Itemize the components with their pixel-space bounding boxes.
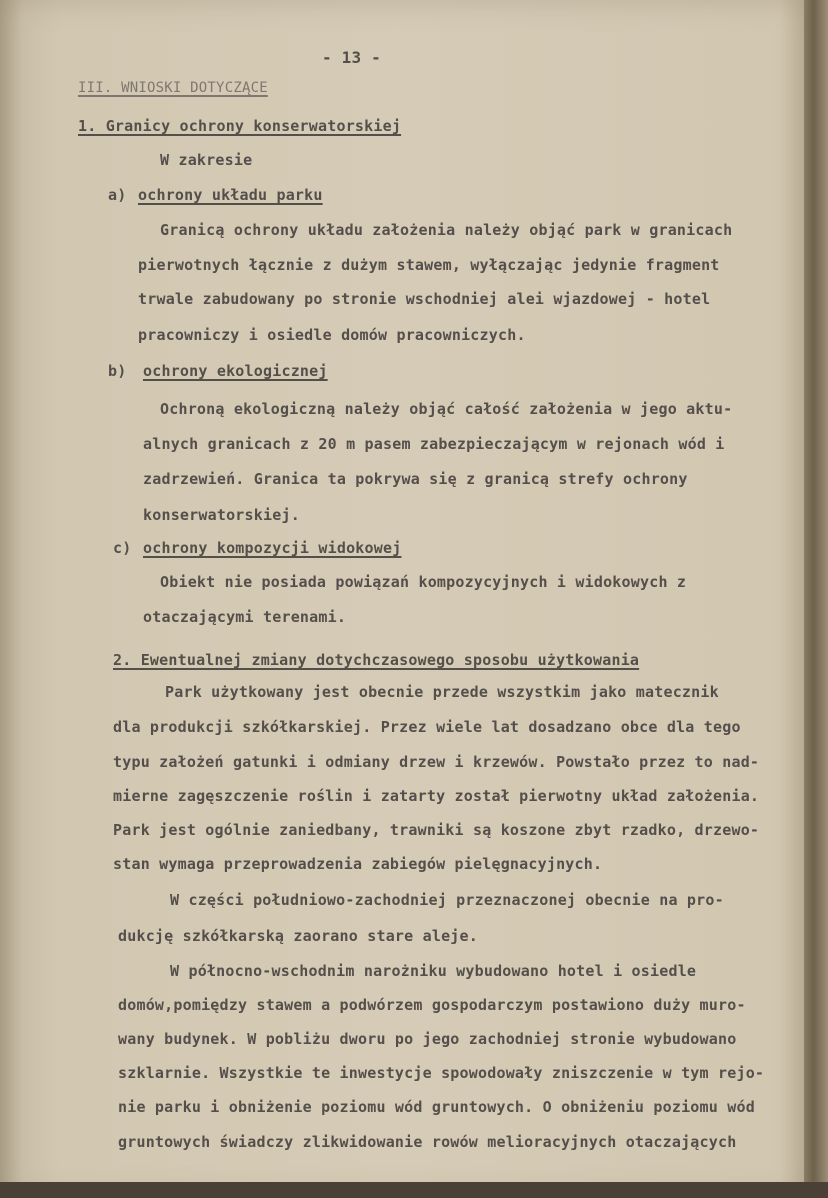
paragraph-line: domów,pomiędzy stawem a podwórzem gospodarczym postawiono duży muro- [118,996,746,1014]
item-c-heading: ochrony kompozycji widokowej [143,539,402,557]
item-a-heading: ochrony układu parku [138,186,323,204]
item-a-line: pierwotnych łącznie z dużym stawem, wyłączając jedynie fragment [138,256,720,274]
item-b-marker: b) [108,362,127,380]
paragraph-line: W północno-wschodnim narożniku wybudowano hotel i osiedle [170,962,697,980]
paragraph-line: typu założeń gatunki i odmiany drzew i krzewów. Powstało przez to nad- [113,753,760,771]
subsection-1-heading: 1. Granicy ochrony konserwatorskiej [78,117,402,135]
paragraph-line: Park użytkowany jest obecnie przede wszystkim jako matecznik [165,683,719,701]
item-a-line: pracowniczy i osiedle domów pracowniczych. [138,326,526,344]
paragraph-line: dukcję szkółkarską zaorano stare aleje. [118,927,478,945]
paragraph-line: nie parku i obniżenie poziomu wód gruntowych. O obniżeniu poziomu wód [118,1098,755,1116]
item-a-marker: a) [108,186,127,204]
subsection-2-heading: 2. Ewentualnej zmiany dotychczasowego sposobu użytkowania [113,651,640,669]
intro-text: W zakresie [160,151,253,169]
paragraph-line: stan wymaga przeprowadzenia zabiegów pielęgnacyjnych. [113,855,603,873]
paragraph-line: W części południowo-zachodniej przeznaczonej obecnie na pro- [170,891,724,909]
item-a-line: trwale zabudowany po stronie wschodniej alei wjazdowej - hotel [138,290,711,308]
item-c-line: Obiekt nie posiada powiązań kompozycyjnych i widokowych z [160,573,687,591]
page-number: - 13 - [322,48,381,67]
paragraph-line: Park jest ogólnie zaniedbany, trawniki są koszone zbyt rzadko, drzewo- [113,821,760,839]
item-a-line: Granicą ochrony układu założenia należy objąć park w granicach [160,221,733,239]
item-b-heading: ochrony ekologicznej [143,362,328,380]
item-b-line: konserwatorskiej. [143,506,300,524]
paragraph-line: wany budynek. W pobliżu dworu po jego zachodniej stronie wybudowano [118,1030,737,1048]
item-b-line: zadrzewień. Granica ta pokrywa się z granicą strefy ochrony [143,470,688,488]
item-c-marker: c) [113,539,132,557]
section-heading: III. WNIOSKI DOTYCZĄCE [78,80,268,96]
paragraph-line: szklarnie. Wszystkie te inwestycje spowodowały zniszczenie w tym rejo- [118,1064,765,1082]
item-c-line: otaczającymi terenami. [143,608,347,626]
item-b-line: Ochroną ekologiczną należy objąć całość założenia w jego aktu- [160,400,733,418]
scan-bottom-edge [0,1182,828,1198]
paragraph-line: dla produkcji szkółkarskiej. Przez wiele lat dosadzano obce dla tego [113,718,741,736]
paragraph-line: gruntowych świadczy zlikwidowanie rowów melioracyjnych otaczających [118,1133,737,1151]
item-b-line: alnych granicach z 20 m pasem zabezpieczającym w rejonach wód i [143,435,725,453]
page-edge [804,0,828,1198]
paragraph-line: mierne zagęszczenie roślin i zatarty został pierwotny układ założenia. [113,787,760,805]
